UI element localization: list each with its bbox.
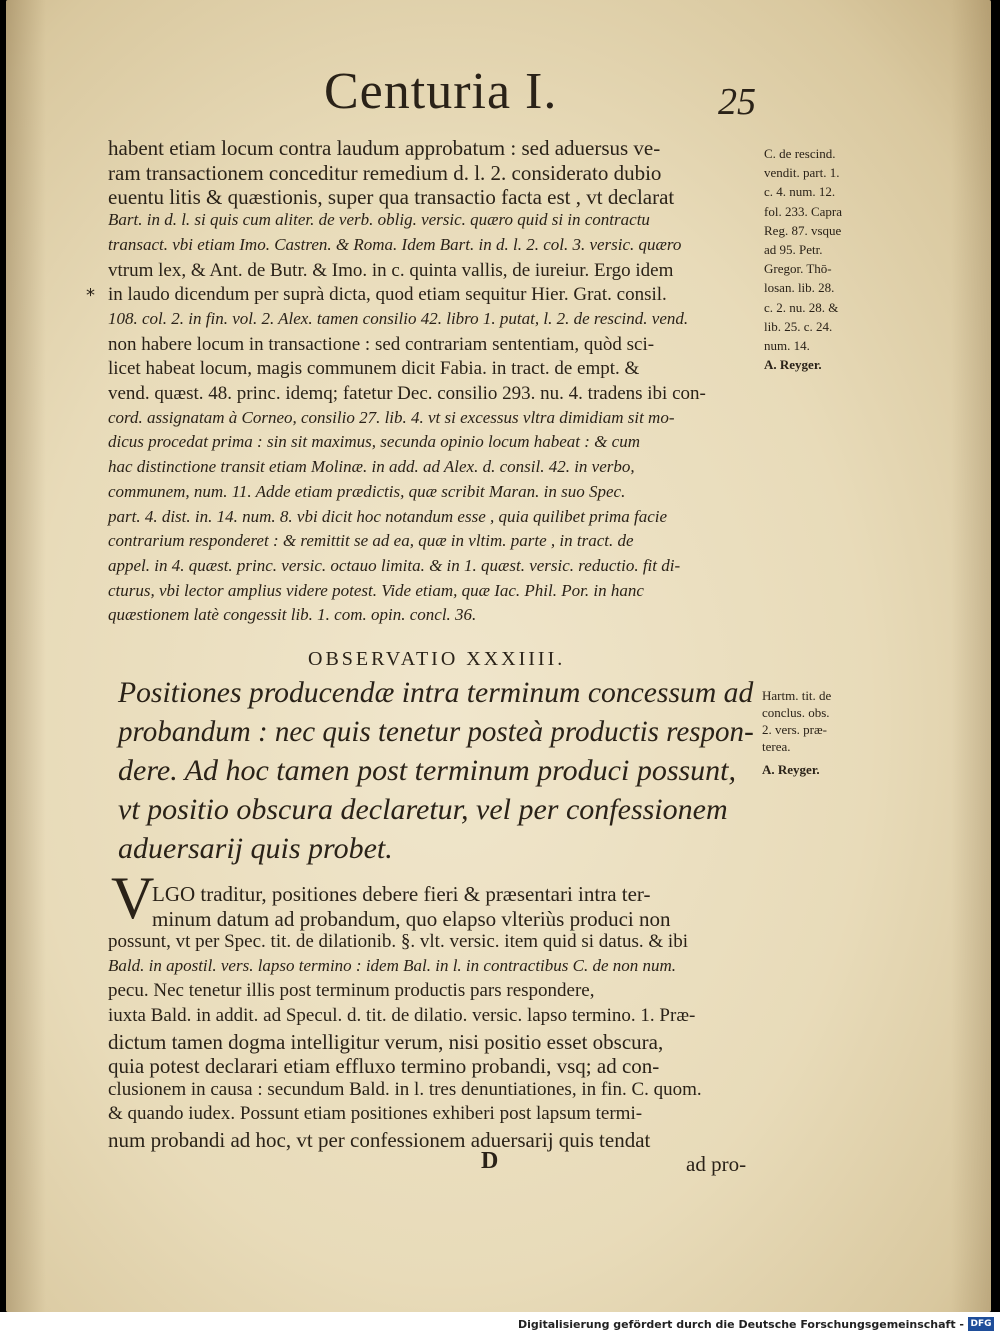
text-line: transact. vbi etiam Imo. Castren. & Roma. Idem Bart. in d. l. 2. col. 3. versic. quæro bbox=[108, 234, 682, 254]
text-line: dicus procedat prima : sin sit maximus, secunda opinio locum habeat : & cum bbox=[108, 432, 640, 452]
text-line: num probandi ad hoc, vt per confessionem aduersarij quis tendat bbox=[108, 1128, 651, 1152]
text-line: appel. in 4. quæst. princ. versic. octauo limita. & in 1. quæst. versic. reductio. fit di- bbox=[108, 555, 681, 575]
text-line: possunt, vt per Spec. tit. de dilationib. §. vlt. versic. item quid si datus. & ibi bbox=[108, 931, 688, 953]
text-line: contrarium responderet : & remittit se ad ea, quæ in vltim. parte , in tract. de bbox=[108, 531, 634, 551]
dfg-logo-icon: DFG bbox=[968, 1317, 994, 1331]
text-line: part. 4. dist. in. 14. num. 8. vbi dicit hoc notandum esse , quia quilibet prima facie bbox=[108, 506, 668, 526]
marginal-note: num. 14. bbox=[764, 338, 810, 353]
text-line: ram transactionem conceditur remedium d. l. 2. considerato dubio bbox=[108, 160, 662, 185]
summary-line: Positiones producendæ intra terminum concessum ad bbox=[118, 676, 754, 709]
summary-line: aduersarij quis probet. bbox=[118, 832, 393, 865]
text-line: vtrum lex, & Ant. de Butr. & Imo. in c. quinta vallis, de iureiur. Ergo idem bbox=[108, 259, 674, 281]
marginal-note: c. 2. nu. 28. & bbox=[764, 299, 839, 315]
text-line: communem, num. 11. Adde etiam prædictis, quæ scribit Maran. in suo Spec. bbox=[108, 481, 626, 501]
text-line: non habere locum in transactione : sed contrariam sententiam, quòd sci- bbox=[108, 333, 655, 355]
asterisk-marker: * bbox=[86, 285, 95, 306]
text-line: quæstionem latè congessit lib. 1. com. opin. concl. 36. bbox=[108, 605, 477, 625]
catchword: ad pro- bbox=[686, 1152, 747, 1176]
page-edge-shadow bbox=[951, 0, 991, 1312]
text-line: Bart. in d. l. si quis cum aliter. de verb. oblig. versic. quæro quid si in contractu bbox=[108, 210, 650, 230]
marginal-note: fol. 233. Capra bbox=[764, 203, 842, 219]
page-number: 25 bbox=[718, 81, 756, 123]
summary-line: vt positio obscura declaretur, vel per confessionem bbox=[118, 793, 728, 826]
marginal-note: ad 95. Petr. bbox=[764, 242, 823, 257]
marginal-note: 2. vers. præ- bbox=[762, 722, 827, 737]
marginal-note: C. de rescind. bbox=[764, 146, 836, 161]
digitization-footer bbox=[0, 1312, 1000, 1338]
drop-capital: V bbox=[111, 865, 155, 931]
observation-heading: OBSERVATIO XXXIIII. bbox=[308, 648, 566, 670]
marginal-note: terea. bbox=[762, 739, 791, 754]
marginal-note: A. Reyger. bbox=[762, 762, 820, 777]
text-line: iuxta Bald. in addit. ad Specul. d. tit. de dilatio. versic. lapso termino. 1. Præ- bbox=[108, 1005, 696, 1026]
text-line: cord. assignatam à Corneo, consilio 27. lib. 4. vt si excessus vltra dimidiam sit mo- bbox=[108, 407, 675, 427]
text-line: minum datum ad probandum, quo elapso vlteriùs produci non bbox=[152, 906, 671, 931]
running-head-title: Centuria I. bbox=[324, 63, 558, 120]
text-line: Bald. in apostil. vers. lapso termino : idem Bal. in l. in contractibus C. de non num. bbox=[108, 955, 677, 975]
text-line: clusionem in causa : secundum Bald. in l. tres denuntiationes, in fin. C. quom. bbox=[108, 1078, 702, 1100]
text-line: LGO traditur, positiones debere fieri & præsentari intra ter- bbox=[152, 882, 651, 906]
text-line: pecu. Nec tenetur illis post terminum productis pars respondere, bbox=[108, 980, 595, 1002]
text-line: cturus, vbi lector amplius videre potest. Vide etiam, quæ Iac. Phil. Por. in hanc bbox=[108, 580, 644, 600]
marginal-note: c. 4. num. 12. bbox=[764, 184, 836, 200]
page-edge-shadow bbox=[6, 0, 46, 1312]
marginal-note: Gregor. Thō- bbox=[764, 261, 832, 277]
text-line: 108. col. 2. in fin. vol. 2. Alex. tamen consilio 42. libro 1. putat, l. 2. de rescind. vend. bbox=[108, 308, 689, 328]
text-line: hac distinctione transit etiam Molinæ. in add. ad Alex. d. consil. 42. in verbo, bbox=[108, 457, 635, 477]
text-line: vend. quæst. 48. princ. idemq; fatetur Dec. consilio 293. nu. 4. tradens ibi con- bbox=[108, 383, 706, 404]
book-page bbox=[6, 0, 991, 1312]
marginal-note: conclus. obs. bbox=[762, 705, 830, 720]
signature-mark: D bbox=[481, 1148, 499, 1174]
text-line: quia potest declarari etiam effluxo termino probandi, vsq; ad con- bbox=[108, 1054, 660, 1079]
text-line: in laudo dicendum per suprà dicta, quod etiam sequitur Hier. Grat. consil. bbox=[108, 284, 667, 306]
text-line: euentu litis & quæstionis, super qua transactio facta est , vt declarat bbox=[108, 185, 675, 210]
marginal-note: Reg. 87. vsque bbox=[764, 222, 842, 238]
text-line: habent etiam locum contra laudum approbatum : sed aduersus ve- bbox=[108, 136, 661, 160]
footer-credit: Digitalisierung gefördert durch die Deutsche Forschungsgemeinschaft - bbox=[517, 1318, 964, 1331]
summary-line: dere. Ad hoc tamen post terminum produci possunt, bbox=[118, 754, 737, 787]
marginal-note: lib. 25. c. 24. bbox=[764, 318, 833, 334]
marginal-note: A. Reyger. bbox=[764, 357, 822, 373]
marginal-note: Hartm. tit. de bbox=[762, 688, 832, 703]
text-line: & quando iudex. Possunt etiam positiones exhiberi post lapsum termi- bbox=[108, 1103, 643, 1125]
text-line: dictum tamen dogma intelligitur verum, nisi positio esset obscura, bbox=[108, 1029, 664, 1054]
marginal-note: losan. lib. 28. bbox=[764, 280, 835, 296]
marginal-note: vendit. part. 1. bbox=[764, 165, 840, 181]
summary-line: probandum : nec quis tenetur posteà productis respon- bbox=[118, 715, 754, 748]
text-line: licet habeat locum, magis communem dicit Fabia. in tract. de empt. & bbox=[108, 358, 640, 380]
